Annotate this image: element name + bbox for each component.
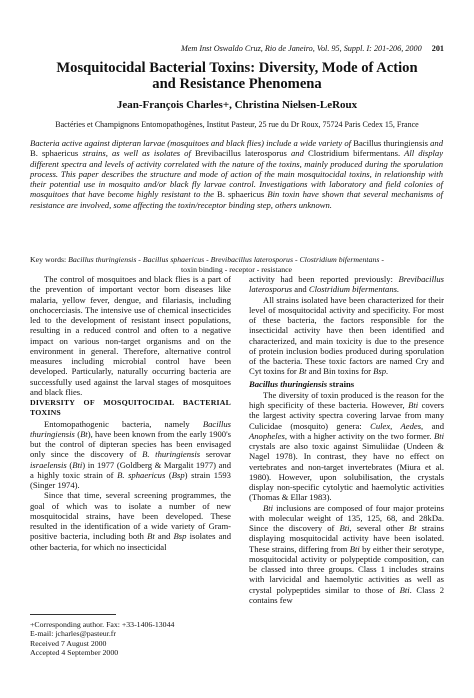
abstract-species: B. sphaericus <box>30 148 79 159</box>
running-header <box>30 44 444 53</box>
abstract-text: All display different spectra and levels of activity correlated with the nature of the toxins, mainly produced during the sporulation process. This paper describes the structure and mode of action of the main mosquitocidal toxins, in relationship with their potential use in mosquito and/or black fly larvae control. Investigations with laboratory and field colonies of mosquitoes that have become highly resistant to the <box>30 148 444 200</box>
right-column <box>249 274 444 605</box>
author-list: Jean-François Charles+, Christina Nielsen-LeRoux <box>116 99 358 111</box>
paragraph: Entomopathogenic bacteria, namely Bacillus thuringiensis (Bt), have been known from the early 1900's but the control of dipteran species has been envisaged only since the discovery of B. thuringiensis serovar israelensis (Bti) in 1977 (Goldberg & Margalit 1977) and a highly toxic strain of B. sphaericus (Bsp) strain 1593 (Singer 1974). <box>30 418 231 490</box>
section-heading: DIVERSITY OF MOSQUITOCIDAL BACTERIAL TOXINS <box>30 398 231 418</box>
intro-paragraph: The control of mosquitoes and black flies is a part of the prevention of important vector born diseases like malaria, yellow fever, dengue, and filariasis, including onchocerciasis. The intensive use of chemical insecticides led to the development of resistant insect populations, resulting in a reduced control and often to a negative impact on various non-target organisms and on the environment in general. Therefore, alternative control measures including microbial control have been developed. Particularly, naturally occurring bacteria are successfully used against the larval stages of mosquitoes and black flies. <box>30 274 231 397</box>
footnote <box>30 620 231 657</box>
left-column <box>30 274 231 552</box>
paragraph: All strains isolated have been characterized for their level of mosquitocidal activity and specificity. For most of these bacteria, the factors responsible for the insecticidal activity have then been identified and characterized, and main toxicity is due to the presence of protein inclusion bodies produced during sporulation of the bacteria. These toxic factors are named Cry and Cyt toxins for Bt and Bin toxins for Bsp. <box>249 294 444 377</box>
paragraph: Since that time, several screening programmes, the goal of which was to isolate a number of new mosquitocidal strains, have been developed. These resulted in the identification of a wide variety of Gram-positive bacteria, including both Bt and Bsp isolates and other bacteria, for which no insecticidal <box>30 490 232 552</box>
page-number: 201 <box>431 44 444 53</box>
paragraph: Bti inclusions are composed of four major proteins with molecular weight of 135, 125, 68, and 28kDa. Since the discovery of Bti, several other Bt strains displaying mosquitocidal activity have been isolated. These strains, differing from Bti by either their serotype, mosquitocidal activity or polypeptide composition, can be classed into three groups. Class 1 includes strains with larvicidal and haemolytic activities as well as crystal polypeptides similar to those of Bti. Class 2 contains few <box>249 502 444 605</box>
abstract-species: Brevibacillus laterosporus <box>194 148 287 159</box>
title-line-2: and Resistance Phenomena <box>152 76 322 92</box>
abstract <box>30 138 443 210</box>
footnote-rule <box>30 614 116 615</box>
abstract-species: Bacillus thuringiensis <box>353 138 428 148</box>
affiliation: Bactéries et Champignons Entomopathogènes, Institut Pasteur, 25 rue du Dr Roux, 75724 Paris Cedex 15, France <box>55 120 419 129</box>
accepted-date: Accepted 4 September 2000 <box>30 647 119 657</box>
title-line-1: Mosquitocidal Bacterial Toxins: Diversity, Mode of Action <box>56 60 418 76</box>
keywords <box>30 255 443 274</box>
paper-title <box>28 60 446 92</box>
received-date: Received 7 August 2000 <box>30 638 107 648</box>
keywords-line-2: toxin binding - receptor - resistance <box>180 264 293 274</box>
paragraph: The diversity of toxin produced is the reason for the high specificity of these bacteria. However, Bti covers the largest activity spectra covering larvae from many Culicidae (mosquito) genera: Culex, Aedes, and Anopheles, with a higher activity on the two former. Bti crystals are also toxic against Simuliidae (Undeen & Nagel 1978). In contrast, they have no effect on vertebrates and non-target invertebrates (Miura et al. 1980). However, upon solubilisation, the crystals display non-specific cytolytic and haemolytic activities (Thomas & Ellar 1983). <box>249 389 444 503</box>
keywords-label: Key words: <box>30 255 67 264</box>
paragraph: activity had been reported previously: Brevibacillus laterosporus and Clostridium bifermentans. <box>249 274 444 295</box>
abstract-text: Bacteria active against dipteran larvae (mosquitoes and black flies) include a wide variety of <box>30 138 352 148</box>
abstract-text: strains, as well as isolates of <box>82 148 191 159</box>
subsection-heading: Bacillus thuringiensis strains <box>249 378 355 389</box>
abstract-text: and <box>430 138 443 148</box>
corresponding-author: +Corresponding author. Fax: +33-1406-13044 <box>30 620 175 629</box>
journal-citation: Mem Inst Oswaldo Cruz, Rio de Janeiro, Vol. 95, Suppl. I: 201-206, 2000 <box>180 44 422 53</box>
abstract-species: B. sphaericus <box>217 189 265 200</box>
email: E-mail: jcharles@pasteur.fr <box>30 629 116 639</box>
abstract-text: and <box>290 148 304 159</box>
abstract-text: Bin toxin have shown that several mechanisms of resistance are involved, some affecting the toxin/receptor binding step, others unknown. <box>30 189 443 210</box>
keywords-line-1: Bacillus thuringiensis - Bacillus sphaericus - Brevibacillus laterosporus - Clostridium bifermentans - <box>68 255 384 264</box>
abstract-species: Clostridium bifermentans. <box>307 148 401 159</box>
